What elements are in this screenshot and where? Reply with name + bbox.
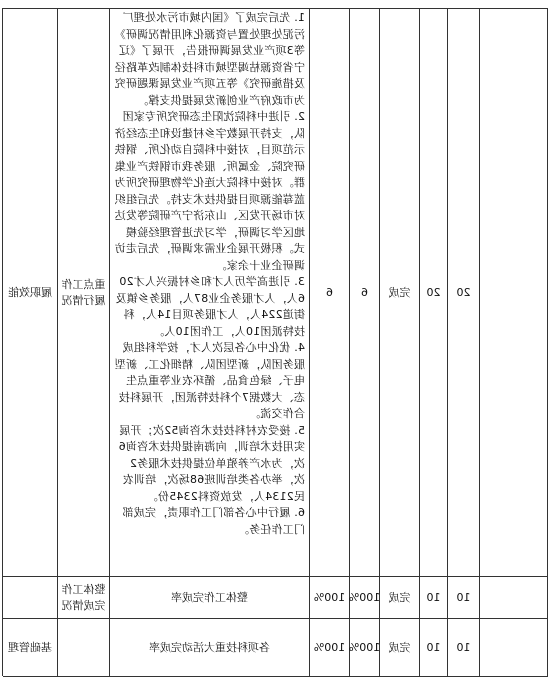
notes-cell	[480, 9, 547, 576]
content-paragraph: 5. 接受农村科技技术咨询52次；开展实用技术培训，向海南提供技术咨询6次，为水产养殖单位提供技术服务2次，举办各类培训班68场次，培训农民2134人，发放资料2345份。	[118, 423, 305, 503]
content-paragraph: 6. 履行中心各部门工作职责，完成部门工作任务。	[122, 506, 305, 536]
category-label-2: 基础管理	[8, 640, 52, 654]
item-label: 整体工作完成情况	[61, 582, 106, 612]
notes-cell	[480, 577, 547, 618]
item-label: 重点工作履行情况	[61, 277, 106, 307]
content-text: 整体工作完成率	[171, 590, 248, 604]
score-value: 10	[456, 640, 471, 654]
content-paragraph: 3. 引进高学历人才和乡村振兴人才206人，人才服务企业87人，服务乡镇及街道224人，人才服务项目14人，科技特派团10人，工作团10人。	[115, 275, 305, 338]
target-value: 100%	[348, 590, 381, 604]
weight-value: 100%	[313, 590, 346, 604]
content-paragraph: 4. 优化中心各层次人才，按学科组成服务团队，新型团队、精细化工、新型电子、绿色食品、循环农业等重点生态、大数据7个科技特派团，开展科技合作交流。	[114, 341, 305, 420]
content-text	[110, 8, 308, 574]
target-value: 100%	[348, 640, 381, 654]
notes-cell	[480, 619, 547, 676]
content-text: 各项科技重大活动完成率	[149, 640, 270, 654]
score-value: 10	[456, 590, 471, 604]
completion-status: 完成	[388, 285, 411, 299]
category-label: 履职效能	[8, 285, 52, 299]
score-value: 20	[456, 285, 471, 299]
item-label	[58, 619, 109, 676]
weight-value: 100%	[313, 640, 346, 654]
full-score-value: 10	[426, 640, 441, 654]
target-value: 6	[361, 285, 368, 299]
full-score-value: 10	[426, 590, 441, 604]
completion-status: 完成	[388, 590, 411, 604]
full-score-value: 20	[426, 285, 441, 299]
content-paragraph: 2. 引进中科院沈阳生态研究所专家团队，支持开展数字乡村建设和生态经济示范项目，对接中科院自动化所、钢铁研究院、金属所、服务我市钢铁产业集群。对接中科院大连化学物理研究所为蓝莓能源项目提供技术支持。先后组织对市场开发区、山东济宁产研院等发达地区学习调研，学习先进管理经验模式。积极开展企业需求调研，先后走访调研企业十余家。	[114, 110, 305, 272]
completion-status: 完成	[388, 640, 411, 654]
weight-value: 6	[326, 285, 333, 299]
content-paragraph: 1. 先后完成了《国内城市污水处理厂污泥处理处置与资源化利用情况调研》等3项产业发展调研报告，开展了《辽宁省资源枯竭型城市科技体制改革路径及措施研究》等五项产业发展课题研究为市政府产业创新发展提供支撑。	[114, 11, 305, 107]
